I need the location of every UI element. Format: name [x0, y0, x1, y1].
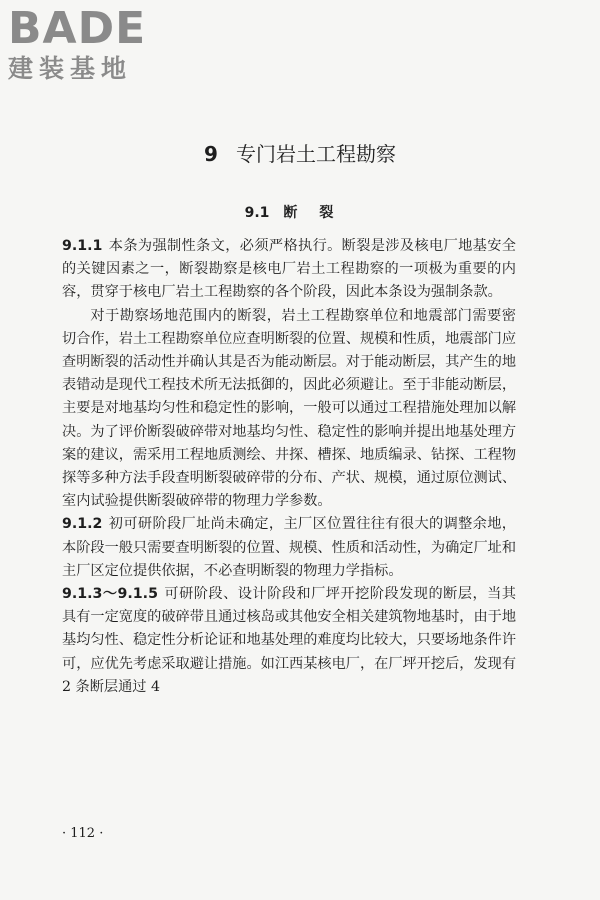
- clause-number: 9.1.2: [62, 516, 103, 533]
- paragraph-text: 对于勘察场地范围内的断裂，岩土工程勘察单位和地震部门需要密切合作，岩土工程勘察单位应查明断裂的位置、规模和性质，地震部门应查明断裂的活动性并确认其是否为能动断层。对于能动断层，其产生的地表错动是现代工程技术所无法抵御的，因此必须避让。至于非能动断层，主要是对地基均匀性和稳定性的影响，一般可以通过工程措施处理加以解决。为了评价断裂破碎带对地基均匀性、稳定性的影响并提出地基处理方案的建议，需采用工程地质测绘、井探、槽探、地质编录、钻探、工程物探等多种方法手段查明断裂破碎带的分布、产状、规模，通过原位测试、室内试验提供断裂破碎带的物理力学参数。: [62, 307, 517, 510]
- bade-logo: [8, 3, 178, 84]
- paragraph-9-1-3-to-9-1-5: [62, 583, 516, 699]
- paragraph-9-1-2: [62, 513, 516, 583]
- logo-subtitle: 建装基地: [8, 54, 133, 83]
- paragraph-9-1-1: [62, 235, 516, 305]
- paragraph-text: 可研阶段、设计阶段和厂坪开挖阶段发现的断层，当其具有一定宽度的破碎带且通过核岛或其他安全相关建筑物地基时，由于地基均匀性、稳定性分析论证和地基处理的难度均比较大，只要场地条件许可，应优先考虑采取避让措施。如江西某核电厂，在厂坪开挖后，发现有 2 条断层通过 4: [62, 586, 517, 695]
- chapter-heading: [0, 140, 600, 168]
- body-text: [62, 235, 516, 699]
- section-number: 9.1: [244, 205, 270, 221]
- section-heading: [0, 203, 600, 223]
- chapter-title: 专门岩土工程勘察: [235, 142, 396, 166]
- section-title: 断裂: [283, 205, 356, 221]
- paragraph-text: 初可研阶段厂址尚未确定，主厂区位置往往有很大的调整余地，本阶段一般只需要查明断裂的位置、规模、性质和活动性，为确定厂址和主厂区定位提供依据，不必查明断裂的物理力学指标。: [62, 516, 517, 579]
- chapter-number: 9: [204, 142, 218, 166]
- clause-number: 9.1.3～9.1.5: [62, 586, 158, 603]
- paragraph-text: 本条为强制性条文，必须严格执行。断裂是涉及核电厂地基安全的关键因素之一，断裂勘察是核电厂岩土工程勘察的一项极为重要的内容，贯穿于核电厂岩土工程勘察的各个阶段，因此本条设为强制条款。: [62, 238, 516, 301]
- logo-wordmark: BADE: [8, 3, 147, 54]
- paragraph-continuation: [62, 305, 516, 514]
- clause-number: 9.1.1: [62, 238, 103, 254]
- page-number: · 112 ·: [62, 826, 104, 841]
